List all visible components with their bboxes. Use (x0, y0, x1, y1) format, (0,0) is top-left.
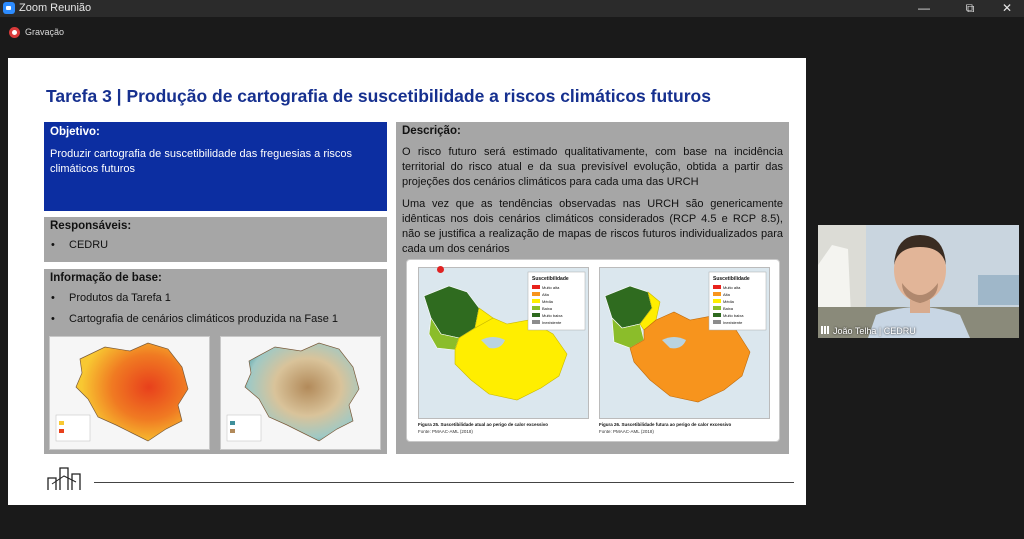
minimize-button[interactable]: — (918, 1, 930, 15)
slide-title: Tarefa 3 | Produção de cartografia de suscetibilidade a riscos climáticos futuros (46, 86, 711, 106)
responsibles-heading: Responsáveis: (50, 220, 132, 232)
legend-item (532, 305, 562, 312)
legend-swatch (532, 299, 540, 303)
legend-item (532, 298, 562, 305)
close-button[interactable]: ✕ (1001, 1, 1013, 15)
figure-source: Fonte: PMAAC-AML (2018) (418, 429, 473, 434)
slide-footer-line (94, 482, 794, 483)
legend-label: Média (542, 299, 553, 304)
legend-label: Alta (723, 292, 730, 297)
legend-swatch (532, 306, 540, 310)
responsibles-panel (44, 217, 387, 262)
susceptibility-maps-figure (406, 259, 780, 442)
window-title: Zoom Reunião (19, 2, 92, 14)
legend-label: Média (723, 299, 734, 304)
legend-swatch (532, 285, 540, 289)
pointer-indicator (437, 266, 444, 273)
legend-label: Muito alta (542, 285, 560, 290)
recording-label: Gravação (25, 27, 65, 37)
legend-swatch (532, 313, 540, 317)
shared-slide (8, 58, 806, 505)
legend-item (713, 291, 743, 298)
responsible-item: • CEDRU (50, 239, 381, 251)
legend-item (713, 284, 743, 291)
future-susceptibility-map (599, 267, 770, 419)
legend-title: Suscetibilidade (713, 276, 750, 282)
future-map-graphic (600, 268, 769, 418)
cedru-logo-icon (46, 464, 90, 492)
description-heading: Descrição: (402, 125, 461, 137)
temperature-map-graphic (50, 337, 209, 449)
current-map-graphic (419, 268, 588, 418)
objective-panel (44, 122, 387, 211)
precipitation-map-graphic (221, 337, 380, 449)
legend-item (713, 298, 743, 305)
base-info-heading: Informação de base: (50, 272, 162, 284)
legend-item (532, 312, 562, 319)
legend-swatch (713, 299, 721, 303)
legend-swatch (532, 320, 540, 324)
legend-label: Inexistente (542, 320, 562, 325)
description-paragraph: O risco futuro será estimado qualitativamente, com base na incidência territorial do risco atual e da sua previsível evolução, obtida a partir das projeções dos cenários climáticos para cada uma das URCH (402, 146, 783, 188)
base-info-item: • Produtos da Tarefa 1 (50, 292, 381, 304)
legend-item (713, 305, 743, 312)
base-info-item: • Cartografia de cenários climáticos produzida na Fase 1 (50, 313, 381, 325)
current-susceptibility-map (418, 267, 589, 419)
map-legend (532, 284, 562, 326)
window-titlebar (0, 0, 1024, 17)
legend-swatch (713, 320, 721, 324)
participant-name: João Telha | CEDRU (833, 326, 916, 336)
base-info-panel (44, 269, 387, 454)
legend-label: Inexistente (723, 320, 743, 325)
legend-item (713, 312, 743, 319)
map-legend (713, 284, 743, 326)
figure-caption: Figura 25. Suscetibilidade atual ao perigo de calor excessivo (418, 422, 549, 427)
description-panel (396, 122, 789, 454)
legend-title: Suscetibilidade (532, 276, 569, 282)
participant-name-label (821, 326, 916, 336)
figure-caption: Figura 26. Suscetibilidade futura ao perigo de calor excessivo (599, 422, 732, 427)
scenario-map-temperature (49, 336, 210, 450)
legend-label: Alta (542, 292, 549, 297)
legend-label: Baixa (542, 306, 553, 311)
objective-heading: Objetivo: (50, 126, 100, 138)
legend-label: Muito alta (723, 285, 741, 290)
legend-swatch (713, 285, 721, 289)
legend-swatch (713, 292, 721, 296)
participant-video-feed (818, 225, 1019, 338)
restore-button[interactable]: ⧉ (965, 1, 975, 15)
record-icon (9, 27, 20, 38)
scenario-map-precipitation (220, 336, 381, 450)
legend-item (532, 291, 562, 298)
legend-swatch (713, 313, 721, 317)
legend-label: Muito baixa (542, 313, 563, 318)
description-paragraph: Uma vez que as tendências observadas nas URCH são genericamente idênticas nos dois cenários climáticos considerados (RCP 4.5 e RCP 8.5), não se justifica a realização de mapas de riscos futuros individualizados para cada um dos cenários (402, 198, 783, 255)
legend-swatch (713, 306, 721, 310)
participant-video-tile[interactable] (818, 225, 1019, 338)
signal-bars-icon (821, 326, 830, 334)
legend-item (532, 319, 562, 326)
objective-text: Produzir cartografia de suscetibilidade das freguesias a riscos climáticos futuros (50, 148, 353, 175)
legend-label: Baixa (723, 306, 734, 311)
legend-item (713, 319, 743, 326)
figure-source: Fonte: PMAAC-AML (2018) (599, 429, 654, 434)
legend-item (532, 284, 562, 291)
zoom-app-icon (3, 2, 15, 14)
legend-label: Muito baixa (723, 313, 744, 318)
legend-swatch (532, 292, 540, 296)
